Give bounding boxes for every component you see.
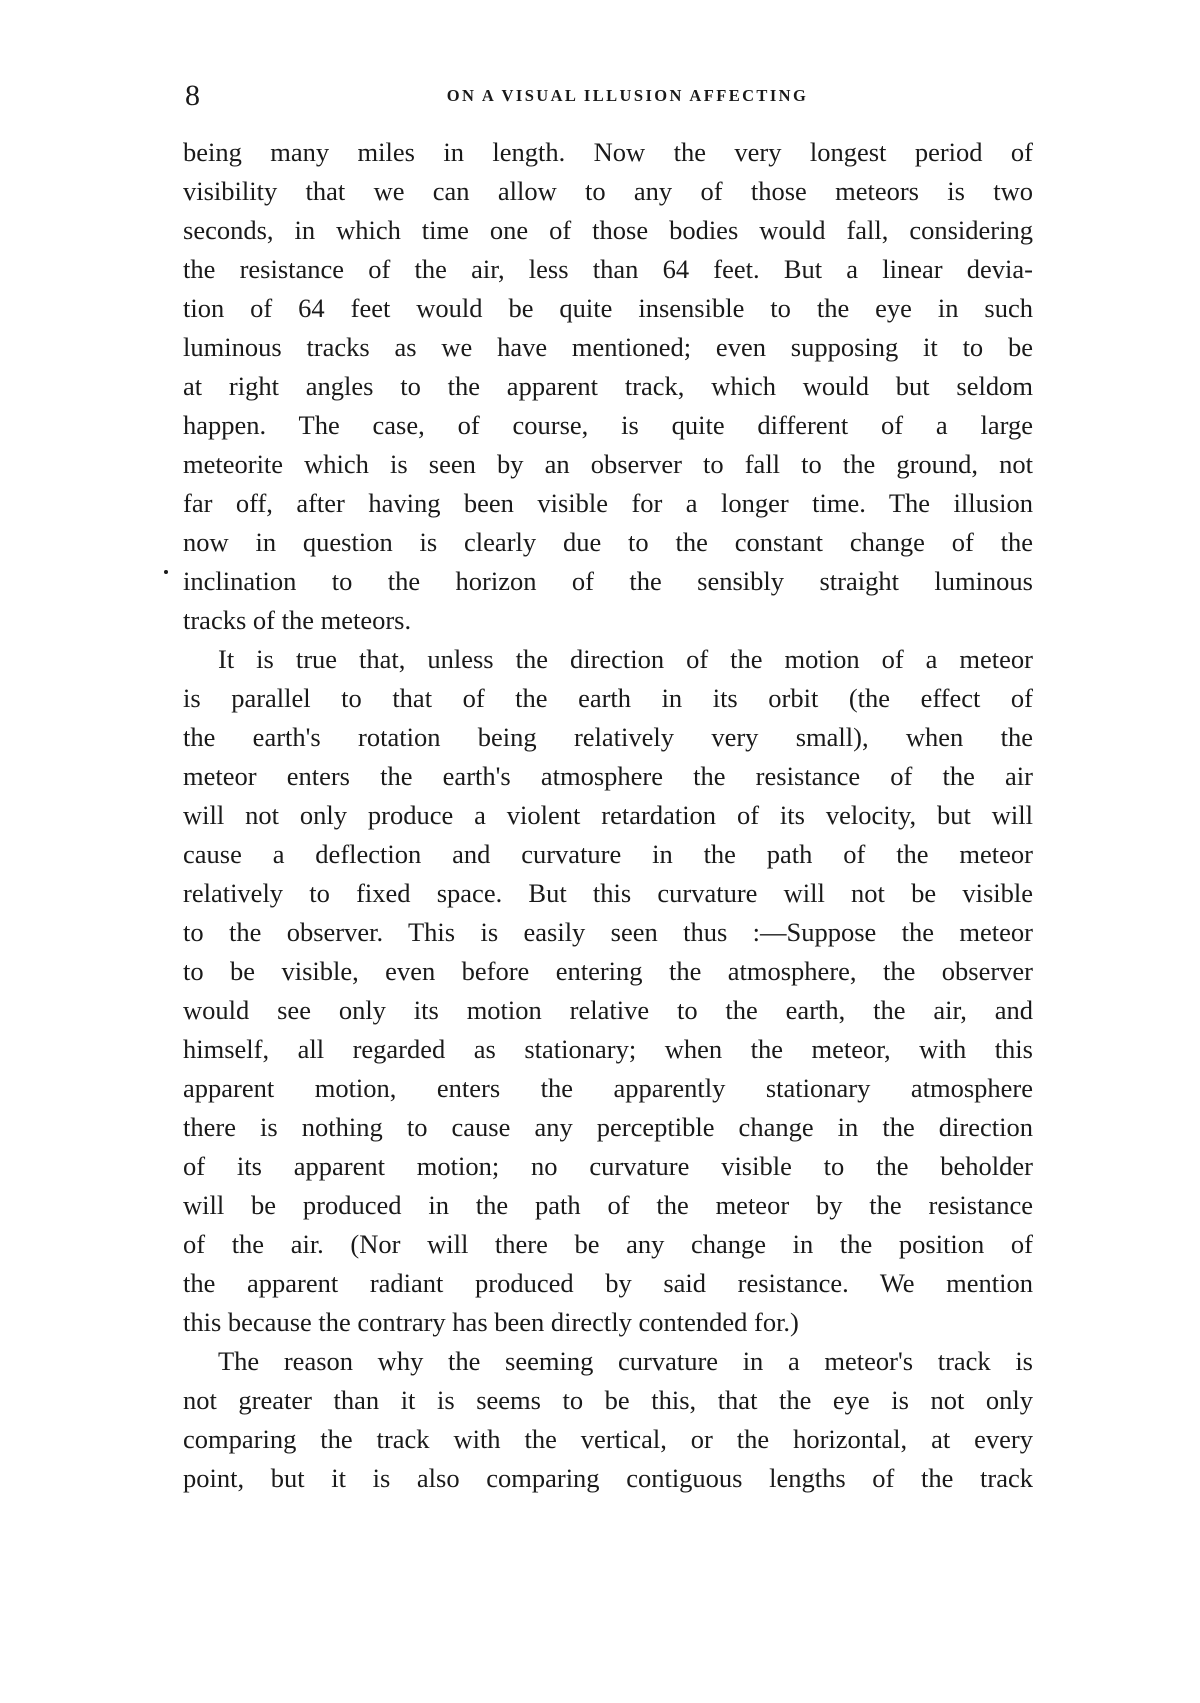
text-line: It is true that, unless the direction of the motion of a meteor [218,644,1033,674]
text-line: this because the contrary has been directly contended for.) [183,1307,799,1337]
text-line: relatively to fixed space. But this curvature will not be visible [183,878,1033,908]
text-line: tracks of the meteors. [183,605,412,635]
text-line: will be produced in the path of the meteor by the resistance [183,1190,1033,1220]
text-line: would see only its motion relative to the earth, the air, and [183,995,1033,1025]
text-line: there is nothing to cause any perceptible change in the direction [183,1112,1033,1142]
text-line: luminous tracks as we have mentioned; even supposing it to be [183,332,1033,362]
page-number: 8 [185,79,200,112]
text-line: himself, all regarded as stationary; when the meteor, with this [183,1034,1033,1064]
text-line: of its apparent motion; no curvature visible to the beholder [183,1151,1033,1181]
paragraph-3 [183,1342,1033,1498]
text-line: visibility that we can allow to any of those meteors is two [183,176,1033,206]
text-line: will not only produce a violent retardation of its velocity, but will [183,800,1033,830]
text-line: is parallel to that of the earth in its orbit (the effect of [183,683,1033,713]
text-line: tion of 64 feet would be quite insensible to the eye in such [183,293,1033,323]
paragraph-2 [183,640,1033,1342]
text-line: the earth's rotation being relatively very small), when the [183,722,1033,752]
text-line: seconds, in which time one of those bodies would fall, considering [183,215,1033,245]
text-line: cause a deflection and curvature in the path of the meteor [183,839,1033,869]
text-line: the resistance of the air, less than 64 feet. But a linear devia- [183,254,1033,284]
text-line: being many miles in length. Now the very longest period of [183,137,1033,167]
page-header [185,78,1030,118]
running-head: ON A VISUAL ILLUSION AFFECTING [446,86,809,105]
body-text [183,133,1033,1498]
margin-mark [164,570,168,574]
text-line: happen. The case, of course, is quite different of a large [183,410,1033,440]
paragraph-1 [183,133,1033,640]
text-line: to be visible, even before entering the atmosphere, the observer [183,956,1033,986]
text-line: apparent motion, enters the apparently stationary atmosphere [183,1073,1033,1103]
text-line: far off, after having been visible for a longer time. The illusion [183,488,1033,518]
text-line: the apparent radiant produced by said resistance. We mention [183,1268,1033,1298]
text-line: inclination to the horizon of the sensibly straight luminous [183,566,1033,596]
text-line: point, but it is also comparing contiguous lengths of the track [183,1463,1033,1493]
text-line: meteor enters the earth's atmosphere the resistance of the air [183,761,1033,791]
text-line: not greater than it is seems to be this, that the eye is not only [183,1385,1033,1415]
text-line: The reason why the seeming curvature in a meteor's track is [218,1346,1033,1376]
text-line: at right angles to the apparent track, which would but seldom [183,371,1033,401]
text-line: of the air. (Nor will there be any change in the position of [183,1229,1033,1259]
text-line: comparing the track with the vertical, or the horizontal, at every [183,1424,1033,1454]
text-line: now in question is clearly due to the constant change of the [183,527,1033,557]
text-line: to the observer. This is easily seen thus :—Suppose the meteor [183,917,1033,947]
text-line: meteorite which is seen by an observer to fall to the ground, not [183,449,1033,479]
